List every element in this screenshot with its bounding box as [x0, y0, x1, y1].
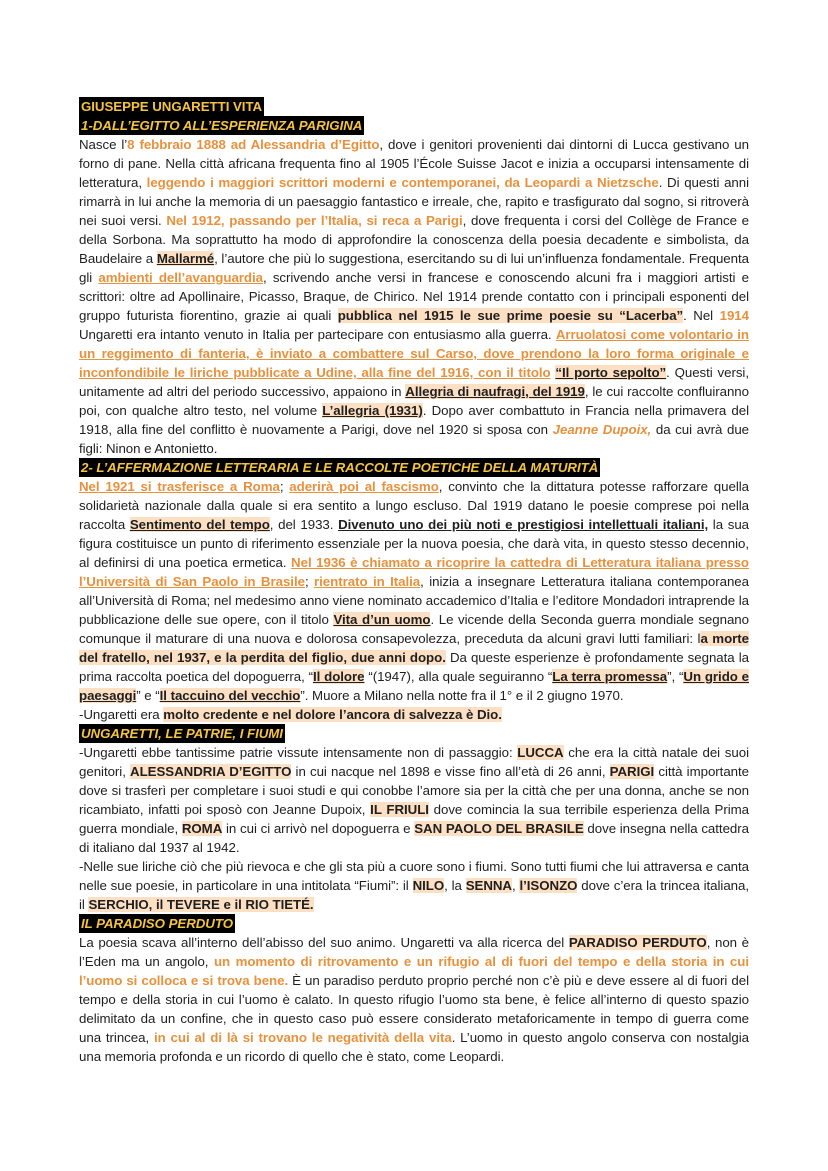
text-run: È un paradiso perduto proprio perché non c’è più e deve essere al di fuori del tempo e della storia in cui l’uomo è calato. In questo rifugio l’uomo sta bene, è felice all’interno di questo spazio delimitato da un confine, che in questo caso può essere considerato metaforicamente in tempo di guerra come una trincea,: [79, 973, 749, 1045]
highlighted-text: “Il porto sepolto”: [555, 365, 667, 380]
highlighted-text: Allegria di naufragi, del 1919: [405, 384, 585, 399]
text-run: La poesia scava all’interno dell’abisso del suo animo. Ungaretti va alla ricerca del: [79, 935, 569, 950]
highlighted-text: Arruolatosi come volontario in un reggimento di fanteria, è inviato a combattere sul Carso, dove prendono la loro forma originale e inconfondibile le liriche pubblicate a Udine, alla fine del 1916, con il titolo: [79, 327, 749, 380]
highlighted-text: Mallarmé: [156, 251, 215, 266]
text-run: . Le vicende della Seconda guerra mondiale segnano comunque il maturare di una nuova e dolorosa consapevolezza, preceduta da alcuni gravi lutti familiari: l: [79, 612, 749, 646]
highlighted-text: PARADISO PERDUTO: [568, 935, 707, 950]
highlighted-text: leggendo i maggiori scrittori moderni e contemporanei, da Leopardi a Nietzsche: [146, 175, 659, 190]
text-run: , del 1933.: [269, 517, 339, 532]
highlighted-text: LUCCA: [517, 745, 564, 760]
text-run: , scrivendo anche versi in francese e conoscendo alcuni fra i maggiori artisti e scrittori: oltre ad Apollinaire, Picasso, Braque, de Chirico. Nel 1914 prende contatto con i principali esponenti del gruppo futurista fiorentino, grazie ai quali: [79, 270, 749, 323]
highlighted-text: SAN PAOLO DEL BRASILE: [414, 821, 584, 836]
text-run: . L’uomo in questo angolo conserva con nostalgia una memoria profonda e un ricordo di quello che è stato, come Leopardi.: [79, 1030, 750, 1064]
text-run: ;: [304, 574, 315, 589]
text-run: città importante dove si trasferì per completare i suoi studi e qui conobbe l’amore sia per la città che per una donna, anche se non ricambiato, infatti poi sposò con Jeanne Dupoix,: [79, 764, 750, 817]
highlighted-text: ambienti dell’avanguardia: [98, 270, 263, 285]
highlighted-text: Nel 1921 si trasferisce a Roma: [79, 479, 280, 494]
paragraph: [79, 477, 749, 705]
text-run: . Nel: [683, 308, 720, 323]
highlighted-text: Sentimento del tempo: [129, 517, 270, 532]
highlighted-text: Vita d’un uomo: [333, 612, 431, 627]
highlighted-text: rientrato in Italia: [314, 574, 421, 589]
text-run: . Questi versi, unitamente ad altri del periodo successivo, appaiono in: [79, 365, 749, 399]
highlighted-text: molto credente e nel dolore l’ancora di salvezza è Dio.: [163, 707, 502, 722]
text-run: , le cui raccolte confluiranno poi, con qualche altro testo, nel volume: [79, 384, 749, 418]
highlighted-text: Un grido e paesaggi: [79, 669, 750, 703]
highlighted-text: ROMA: [181, 821, 223, 836]
highlighted-text: a morte del fratello, nel 1937, e la perdita del figlio, due anni dopo.: [79, 631, 749, 665]
text-run: ;: [279, 479, 290, 494]
text-run: , convinto che la dittatura potesse rafforzare quella solidarietà nazionale dalla quale si era sentito a lungo escluso. Dal 1919 datano le poesie comprese poi nella raccolta: [79, 479, 749, 532]
highlighted-text: Il taccuino del vecchio: [159, 688, 301, 703]
text-run: ”, “: [667, 669, 684, 684]
text-run: , inizia a insegnare Letteratura italiana contemporanea all’Università di Roma; nel medesimo anno viene nominato accademico d’Italia e l’editore Mondadori intraprende la pubblicazione delle sue opere, con il titolo: [79, 574, 749, 627]
highlighted-text: La terra promessa: [552, 669, 668, 684]
text-run: , la: [444, 878, 466, 893]
document-body: [79, 97, 749, 1066]
highlighted-text: SENNA: [465, 878, 512, 893]
text-run: dove comincia la sua terribile esperienza della Prima guerra mondiale,: [79, 802, 749, 836]
section-heading: IL PARADISO PERDUTO: [81, 916, 233, 931]
text-run: -Nelle sue liriche ciò che più rievoca e che gli sta più a cuore sono i fiumi. Sono tutti fiumi che lui attraversa e canta nelle sue poesie, in particolare in una intitolata “Fiumi”: il: [79, 859, 749, 893]
text-run: la sua figura costituisce un punto di riferimento essenziale per la nuova poesia, che darà vita, in questo stesso decennio, al definirsi di una poetica ermetica.: [79, 517, 750, 570]
text-run: dove insegna nella cattedra di italiano dal 1937 al 1942.: [79, 821, 749, 855]
section-heading: UNGARETTI, LE PATRIE, I FIUMI: [81, 726, 283, 741]
paragraph: [79, 705, 749, 724]
section-heading: 1-DALL’EGITTO ALL’ESPERIENZA PARIGINA: [81, 118, 363, 133]
text-run: in cui ci arrivò nel dopoguerra e: [222, 821, 415, 836]
text-run: , non è l’Eden ma un angolo,: [79, 935, 749, 969]
document-title: GIUSEPPE UNGARETTI VITA: [81, 99, 263, 114]
highlighted-text: IL FRIULI: [370, 802, 429, 817]
paragraph: [79, 743, 749, 857]
text-run: ” e “: [136, 688, 160, 703]
highlighted-text: ALESSANDRIA D’EGITTO: [130, 764, 292, 779]
text-run: -Ungaretti era: [79, 707, 164, 722]
highlighted-text: pubblica nel 1915 le sue prime poesie su “Lacerba”: [337, 308, 684, 323]
highlighted-text: L’allegria (1931): [322, 403, 423, 418]
text-run: da cui avrà due figli: Ninon e Antonietto.: [79, 422, 750, 456]
highlighted-text: l’ISONZO: [519, 878, 578, 893]
highlighted-text: in cui al di là si trovano le negatività della vita: [153, 1030, 452, 1045]
highlighted-text: SERCHIO, il TEVERE e il RIO TIETÉ.: [88, 897, 314, 912]
highlighted-text: 8 febbraio 1888 ad Alessandria d’Egitto: [127, 137, 380, 152]
text-run: . Dopo aver combattuto in Francia nella primavera del 1918, alla fine del conflitto è nuovamente a Parigi, dove nel 1920 si sposa con: [79, 403, 749, 437]
text-run: Ungaretti era intanto venuto in Italia per partecipare con entusiasmo alla guerra.: [79, 327, 556, 342]
text-run: , dove frequenta i corsi del Collège de France e della Sorbona. Ma soprattutto ha modo di approfondire la conoscenza della poesia decadente e simbolista, da Baudelaire a: [79, 213, 749, 266]
highlighted-text: aderirà poi al fascismo: [289, 479, 439, 494]
text-run: in cui nacque nel 1898 e visse fino all’età di 26 anni,: [291, 764, 610, 779]
text-run: -Ungaretti ebbe tantissime patrie vissute intensamente non di passaggio:: [79, 745, 518, 760]
paragraph: [79, 857, 749, 914]
text-run: “(1947), alla quale seguiranno “: [364, 669, 553, 684]
text-run: ”. Muore a Milano nella notte fra il 1° e il 2 giugno 1970.: [300, 688, 624, 703]
highlighted-text: NILO: [412, 878, 445, 893]
text-run: , dove i genitori provenienti dai dintorni di Lucca gestivano un forno di pane. Nella città africana frequenta fino al 1905 l’École Suisse Jacot e inizia a occuparsi intensamente di letteratura,: [79, 137, 749, 190]
text-run: Nasce l’: [79, 137, 128, 152]
text-run: Da queste esperienze è profondamente segnata la prima raccolta poetica del dopoguerra, “: [79, 650, 749, 684]
highlighted-text: un momento di ritrovamento e un rifugio al di fuori del tempo e della storia in cui l’uomo si colloca e si trova bene.: [79, 954, 749, 988]
highlighted-text: 1914: [719, 308, 749, 323]
paragraph: [79, 933, 749, 1066]
paragraph: [79, 135, 749, 458]
highlighted-text: Jeanne Dupoix,: [552, 422, 652, 437]
text-run: dove c’era la trincea italiana, il: [79, 878, 750, 912]
highlighted-text: Nel 1912, passando per l’Italia, si reca a Parigi: [166, 213, 463, 228]
text-run: . Di questi anni rimarrà in lui anche la memoria di un paesaggio fantastico e irreale, che, rapito e trasfigurato dal sogno, si ritroverà nei suoi versi.: [79, 175, 750, 228]
highlighted-text: Nel 1936 è chiamato a ricoprire la cattedra di Letteratura italiana presso l’Università di San Paolo in Brasile: [79, 555, 750, 589]
highlighted-text: PARIGI: [609, 764, 655, 779]
text-run: che era la città natale dei suoi genitori,: [79, 745, 749, 779]
text-run: , l’autore che più lo suggestiona, esercitando su di lui un’influenza fondamentale. Frequenta gli: [79, 251, 749, 285]
text-run: ,: [511, 878, 520, 893]
section-heading: 2- L’AFFERMAZIONE LETTERARIA E LE RACCOLTE POETICHE DELLA MATURITÀ: [81, 460, 599, 475]
highlighted-text: Il dolore: [313, 669, 365, 684]
highlighted-text: Divenuto uno dei più noti e prestigiosi intellettuali italiani,: [338, 517, 709, 532]
